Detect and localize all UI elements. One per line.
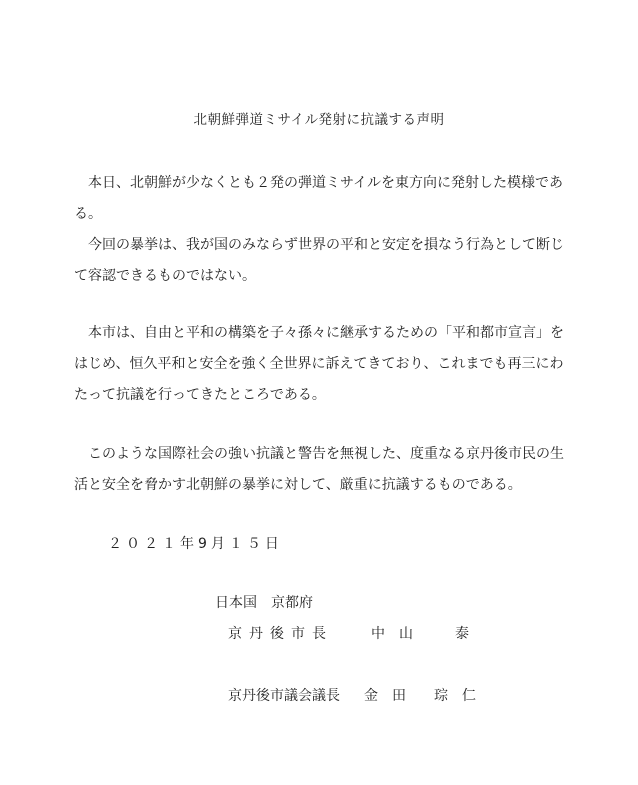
paragraph-line: て容認できるものではない。 (74, 268, 256, 284)
paragraph-line: 活と安全を脅かす北朝鮮の暴挙に対して、厳重に抗議するものである。 (74, 477, 522, 493)
document-date: ２０２１年9月１５日 (108, 536, 283, 552)
mayor-title: 京丹後市長 (228, 626, 333, 642)
paragraph-line: る。 (74, 206, 102, 222)
paragraph-2 (74, 230, 564, 292)
paragraph-line: 今回の暴挙は、我が国のみならず世界の平和と安定を損なう行為として断じ (88, 237, 564, 253)
paragraph-line: 本市は、自由と平和の構築を子々孫々に継承するための「平和都市宣言」を (88, 325, 564, 341)
paragraph-line: 本日、北朝鮮が少なくとも２発の弾道ミサイルを東方向に発射した模様であ (88, 175, 564, 191)
paragraph-line: はじめ、恒久平和と安全を強く全世界に訴えてきており、これまでも再三にわ (74, 356, 564, 372)
paragraph-4 (74, 439, 564, 501)
paragraph-1 (74, 168, 563, 230)
mayor-name: 中 山 泰 (371, 626, 469, 642)
paragraph-line: このような国際社会の強い抗議と警告を無視した、度重なる京丹後市民の生 (88, 446, 564, 462)
chair-name: 金 田 琮 仁 (364, 688, 476, 704)
signatory-chair (228, 686, 476, 706)
document-title: 北朝鮮弾道ミサイル発射に抗議する声明 (193, 112, 445, 128)
signatory-organization: 日本国 京都府 (215, 595, 313, 611)
paragraph-3 (74, 318, 564, 411)
signatory-mayor (228, 624, 469, 644)
paragraph-line: たって抗議を行ってきたところである。 (74, 387, 326, 403)
chair-title: 京丹後市議会議長 (228, 688, 340, 704)
